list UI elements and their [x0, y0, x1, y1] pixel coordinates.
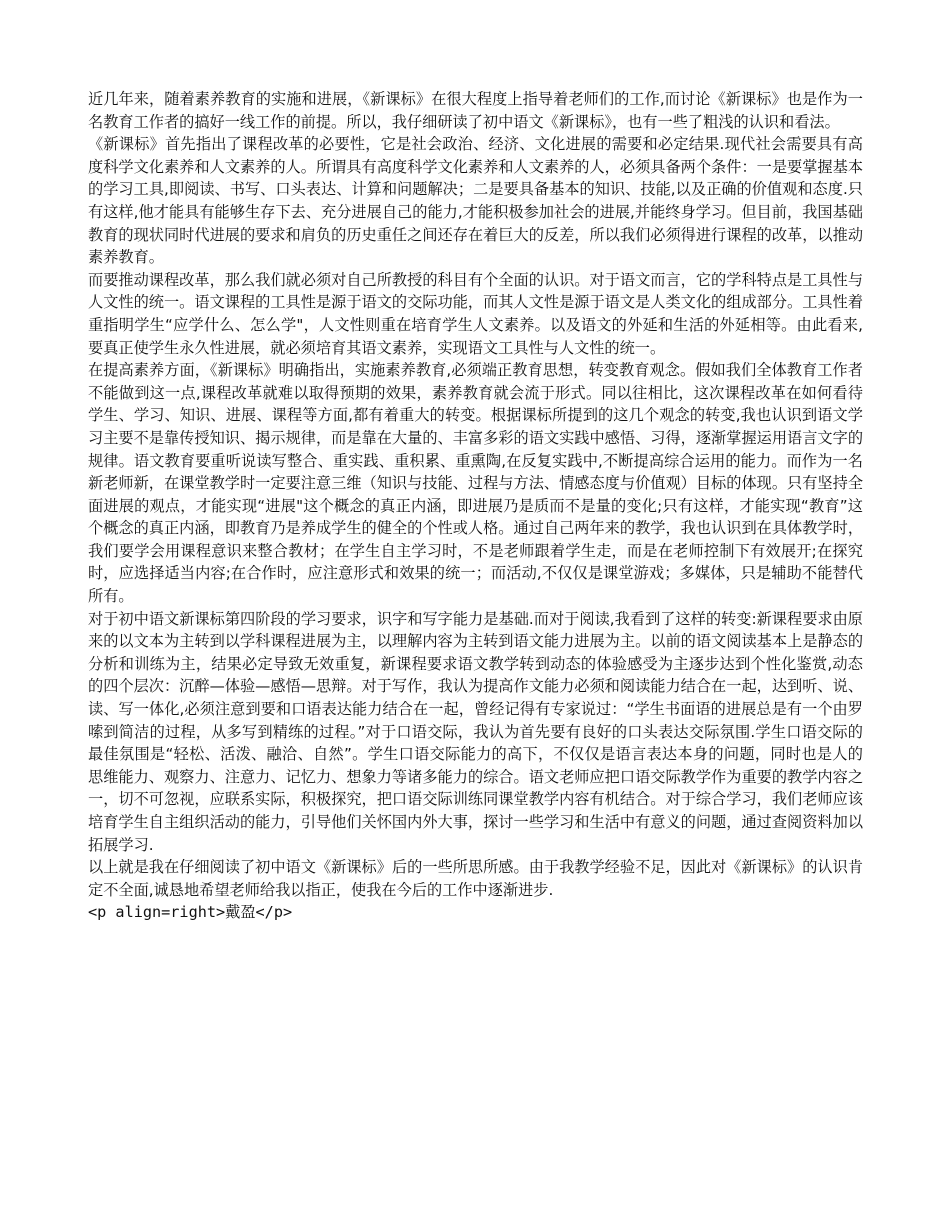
document-body — [88, 88, 863, 924]
author-signature-line: <p align=right>戴盈</p> — [88, 903, 293, 922]
paragraph-quality-education: 在提高素养方面，《新课标》明确指出，实施素养教育,必须端正教育思想，转变教育观念。假如我们全体教育工作者不能做到这一点,课程改革就难以取得预期的效果，素养教育就会流于形式。同以往相比，这次课程改革在如何看待学生、学习、知识、进展、课程等方面,都有着重大的转变。根据课标所提到的这几个观念的转变,我也认识到语文学习主要不是靠传授知识、揭示规律，而是靠在大量的、丰富多彩的语文实践中感悟、习得，逐渐掌握运用语言文字的规律。语文教育要重听说读写整合、重实践、重积累、重熏陶,在反复实践中,不断提高综合运用的能力。而作为一名新老师新，在课堂教学时一定要注意三维（知识与技能、过程与方法、情感态度与价值观）目标的体现。只有坚持全面进展的观点，才能实现“进展"这个概念的真正内涵，即进展乃是质而不是量的变化;只有这样，才能实现“教育”这个概念的真正内涵，即教育乃是养成学生的健全的个性或人格。通过自己两年来的教学，我也认识到在具体教学时，我们要学会用课程意识来整合教材；在学生自主学习时，不是老师跟着学生走，而是在老师控制下有效展开;在探究时，应选择适当内容;在合作时，应注意形式和效果的统一；而活动,不仅仅是课堂游戏；多媒体，只是辅助不能替代所有。 — [88, 361, 863, 606]
paragraph-conclusion: 以上就是我在仔细阅读了初中语文《新课标》后的一些所思所感。由于我教学经验不足，因此对《新课标》的认识肯定不全面,诚恳地希望老师给我以指正，使我在今后的工作中逐渐进步. — [88, 858, 863, 899]
paragraph-stage-four-requirements: 对于初中语文新课标第四阶段的学习要求，识字和写字能力是基础.而对于阅读,我看到了这样的转变:新课程要求由原来的以文本为主转到以学科课程进展为主，以理解内容为主转到语文能力进展为主。以前的语文阅读基本上是静态的分析和训练为主，结果必定导致无效重复，新课程要求语文教学转到动态的体验感受为主逐步达到个性化鉴赏,动态的四个层次：沉醉—体验—感悟—思辩。对于写作，我认为提高作文能力必须和阅读能力结合在一起，达到听、说、读、写一体化,必须注意到要和口语表达能力结合在一起，曾经记得有专家说过：“学生书面语的进展总是有一个由罗嗦到简洁的过程，从多写到精练的过程。”对于口语交际，我认为首先要有良好的口头表达交际氛围.学生口语交际的最佳氛围是“轻松、活泼、融洽、自然”。学生口语交际能力的高下，不仅仅是语言表达本身的问题，同时也是人的思维能力、观察力、注意力、记忆力、想象力等诸多能力的综合。语文老师应把口语交际教学作为重要的教学内容之一，切不可忽视，应联系实际，积极探究，把口语交际训练同课堂教学内容有机结合。对于综合学习，我们老师应该培育学生自主组织活动的能力，引导他们关怀国内外大事，探讨一些学习和生活中有意义的问题，通过查阅资料加以拓展学习. — [88, 609, 863, 854]
paragraph-subject-nature: 而要推动课程改革，那么我们就必须对自己所教授的科目有个全面的认识。对于语文而言，它的学科特点是工具性与人文性的统一。语文课程的工具性是源于语文的交际功能，而其人文性是源于语文是人类文化的组成部分。工具性着重指明学生“应学什么、怎么学"，人文性则重在培育学生人文素养。以及语文的外延和生活的外延相等。由此看来,要真正使学生永久性进展，就必须培育其语文素养，实现语文工具性与人文性的统一。 — [88, 270, 863, 357]
paragraph-intro: 近几年来，随着素养教育的实施和进展，《新课标》在很大程度上指导着老师们的工作,而讨论《新课标》也是作为一名教育工作者的搞好一线工作的前提。所以，我仔细研读了初中语文《新课标》，也有一些了粗浅的认识和看法。 — [88, 90, 863, 131]
paragraph-reform-necessity: 《新课标》首先指出了课程改革的必要性，它是社会政治、经济、文化进展的需要和必定结果.现代社会需要具有高度科学文化素养和人文素养的人。所谓具有高度科学文化素养和人文素养的人，必须具备两个条件：一是要掌握基本的学习工具,即阅读、书写、口头表达、计算和问题解决；二是要具备基本的知识、技能,以及正确的价值观和态度.只有这样,他才能具有能够生存下去、充分进展自己的能力,才能积极参加社会的进展,并能终身学习。但目前，我国基础教育的现状同时代进展的要求和肩负的历史重任之间还存在着巨大的反差，所以我们必须得进行课程的改革，以推动素养教育。 — [88, 135, 863, 267]
